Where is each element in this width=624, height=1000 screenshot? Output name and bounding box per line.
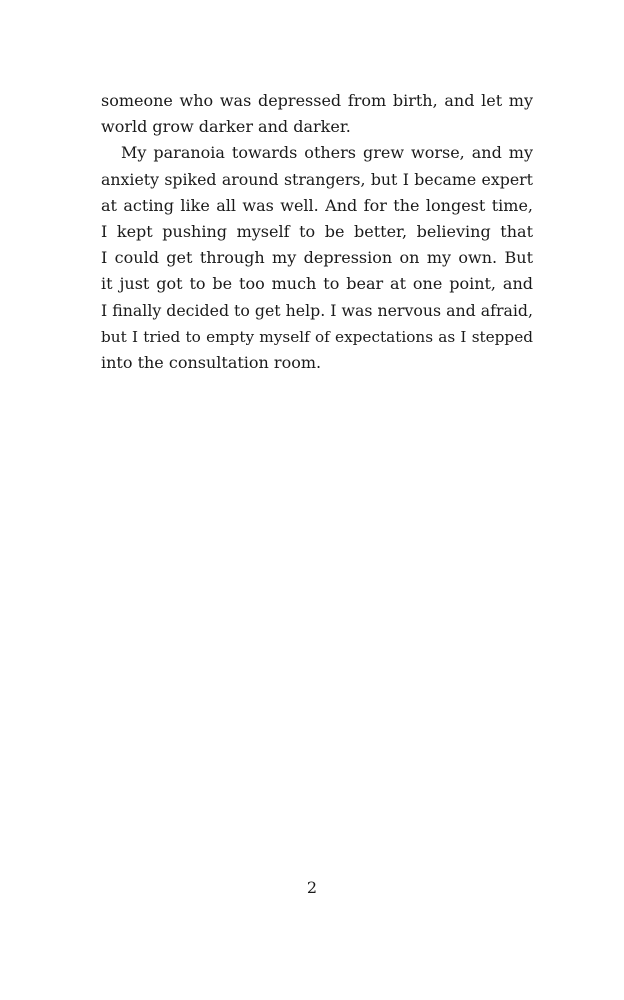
text-line: world grow darker and darker.: [101, 117, 351, 137]
text-line: I could get through my depression on my own. But: [101, 248, 533, 268]
text-line: I finally decided to get help. I was nervous and afraid,: [101, 300, 533, 320]
paragraph-2: [101, 140, 533, 376]
text-line: anxiety spiked around strangers, but I became expert: [101, 169, 533, 189]
body-text: [101, 88, 533, 376]
text-line: I kept pushing myself to be better, believing that: [101, 222, 533, 242]
text-line: someone who was depressed from birth, and let my: [101, 91, 533, 110]
page-number: 2: [306, 878, 318, 897]
text-line: at acting like all was well. And for the longest time,: [101, 195, 533, 215]
text-line: it just got to be too much to bear at one point, and: [101, 274, 533, 294]
paragraph-1: [101, 88, 533, 140]
text-line: My paranoia towards others grew worse, and my: [121, 143, 533, 163]
text-line: but I tried to empty myself of expectations as I stepped: [101, 327, 533, 346]
text-line: into the consultation room.: [101, 353, 322, 373]
